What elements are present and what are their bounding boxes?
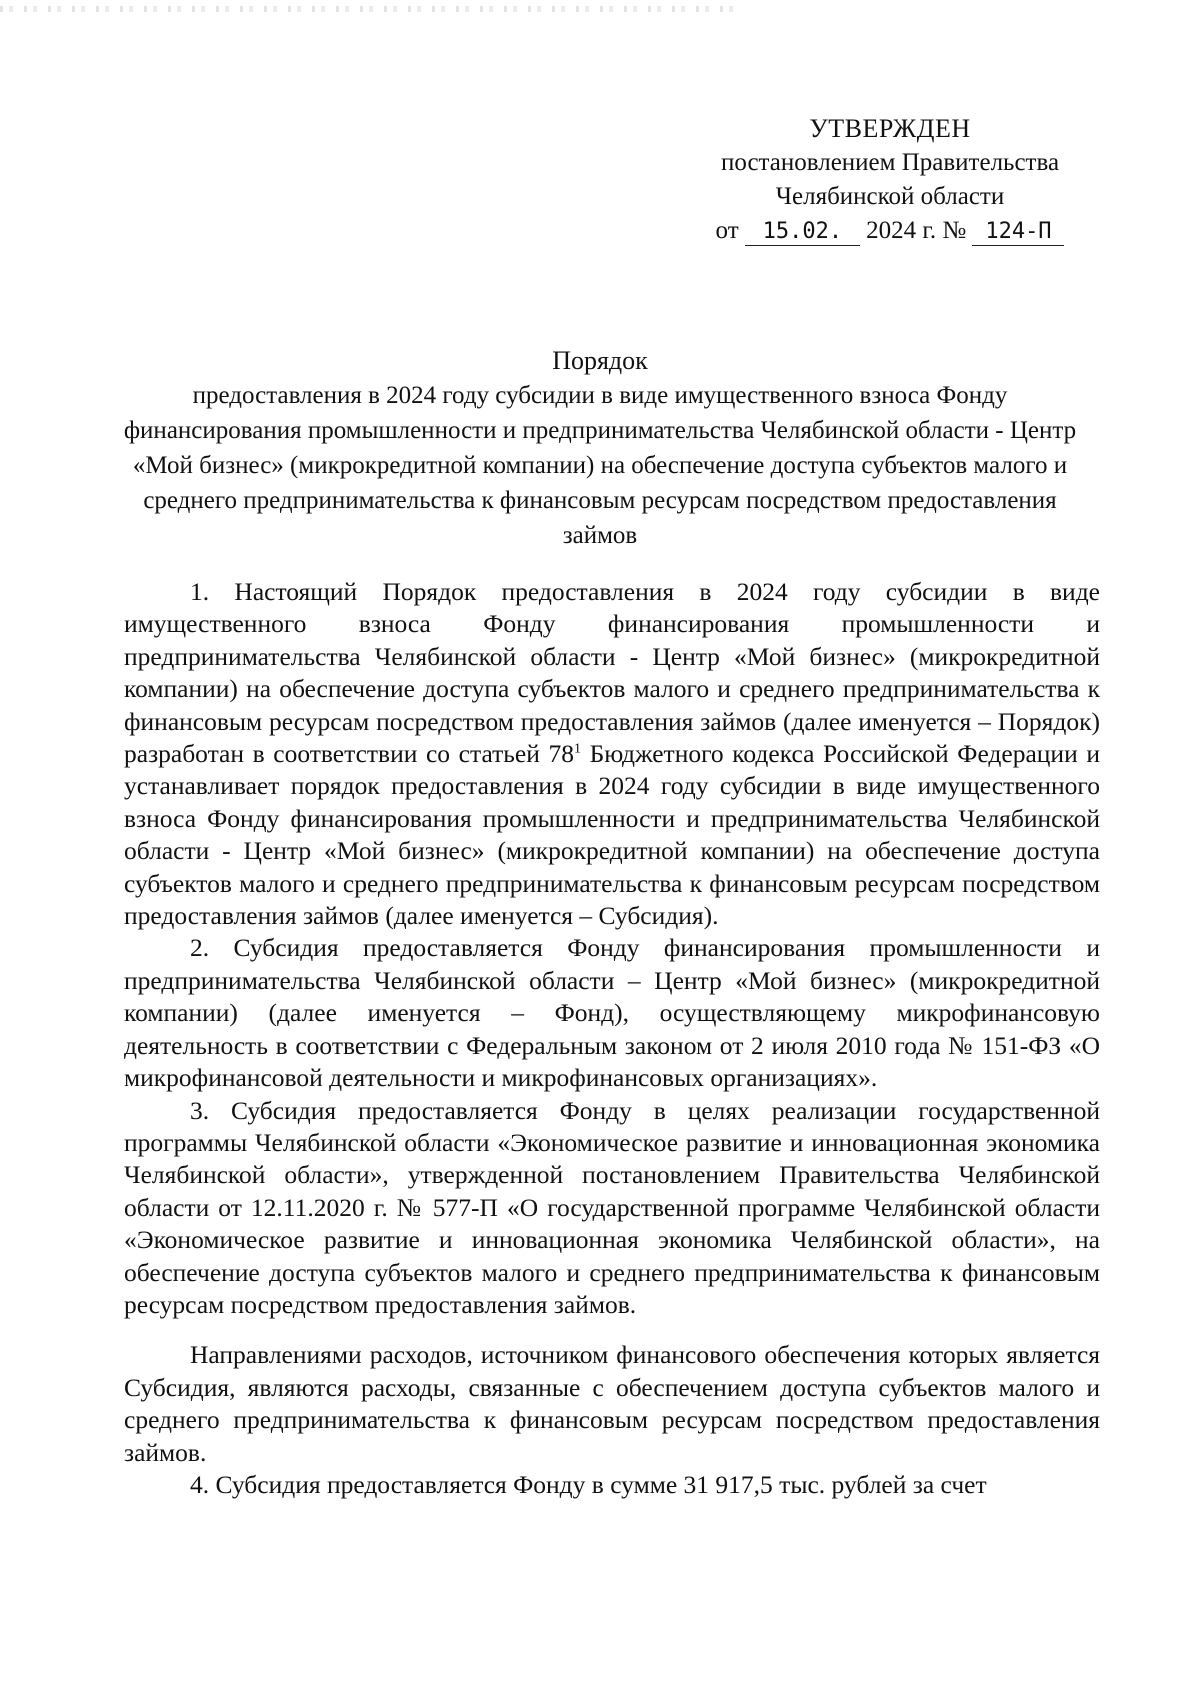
date-prefix: от <box>715 217 739 244</box>
approval-line-1: постановлением Правительства <box>720 149 1060 176</box>
heading-title: Порядок <box>552 346 648 375</box>
article-superscript: 1 <box>573 741 581 757</box>
paragraph-2: 2. Субсидия предоставляется Фонду финансирования промышленности и предпринимательства Челябинской области – Центр «Мой бизнес» (микрокредитной компании) (далее именуется – Фонд), осуществляющему микрофинансовую деятельность в соответствии с Федеральным законом от 2 июля 2010 года № 151-ФЗ «О микрофинансовой деятельности и микрофинансовых организациях». <box>124 933 1100 1093</box>
paragraph-1 <box>124 576 1100 932</box>
document-body <box>124 576 1100 1501</box>
paragraph-1-part-a: 1. Настоящий Порядок предоставления в 2024 году субсидии в виде имущественного взноса Фонду финансирования промышленности и предпринимательства Челябинской области - Центр «Мой бизнес» (микрокредитной компании) на обеспечение доступа субъектов малого и среднего предпринимательства к финансовым ресурсам посредством предоставления займов (далее именуется – Порядок) разработан в соответствии со статьей 78 <box>124 577 1100 769</box>
approval-line-2: Челябинской области <box>775 183 1005 210</box>
approval-title: УТВЕРЖДЕН <box>809 114 971 143</box>
paragraph-4: 4. Субсидия предоставляется Фонду в сумме 31 917,5 тыс. рублей за счет <box>190 1469 987 1499</box>
paragraph-3: 3. Субсидия предоставляется Фонду в целях реализации государственной программы Челябинской области «Экономическое развитие и инновационная экономика Челябинской области», утвержденной постановлением Правительства Челябинской области от 12.11.2020 г. № 577-П «О государственной программе Челябинской области «Экономическое развитие и инновационная экономика Челябинской области», на обеспечение доступа субъектов малого и среднего предпринимательства к финансовым ресурсам посредством предоставления займов. <box>124 1095 1100 1319</box>
scan-artifact <box>0 6 740 12</box>
year-text: 2024 г. № <box>866 217 967 244</box>
approval-stamp-block <box>680 112 1100 248</box>
paragraph-1-part-b: Бюджетного кодекса Российской Федерации и устанавливает порядок предоставления в 2024 году субсидии в виде имущественного взноса Фонду финансирования промышленности и предпринимательства Челябинской области - Центр «Мой бизнес» (микрокредитной компании) на обеспечение доступа субъектов малого и среднего предпринимательства к финансовым ресурсам посредством предоставления займов (далее именуется – Субсидия). <box>124 739 1100 931</box>
paragraph-3-directions: Направлениями расходов, источником финансового обеспечения которых является Субсидия, являются расходы, связанные с обеспечением доступа субъектов малого и среднего предпринимательства к финансовым ресурсам посредством предоставления займов. <box>124 1340 1100 1467</box>
document-number: 124-П <box>972 219 1064 246</box>
date-value: 15.02. <box>745 219 860 246</box>
document-heading <box>120 343 1080 553</box>
approval-dateline <box>680 214 1100 248</box>
heading-subtitle: предоставления в 2024 году субсидии в виде имущественного взноса Фонду финансирования промышленности и предпринимательства Челябинской области - Центр «Мой бизнес» (микрокредитной компании) на обеспечение доступа субъектов малого и среднего предпринимательства к финансовым ресурсам посредством предоставления займов <box>123 382 1077 549</box>
